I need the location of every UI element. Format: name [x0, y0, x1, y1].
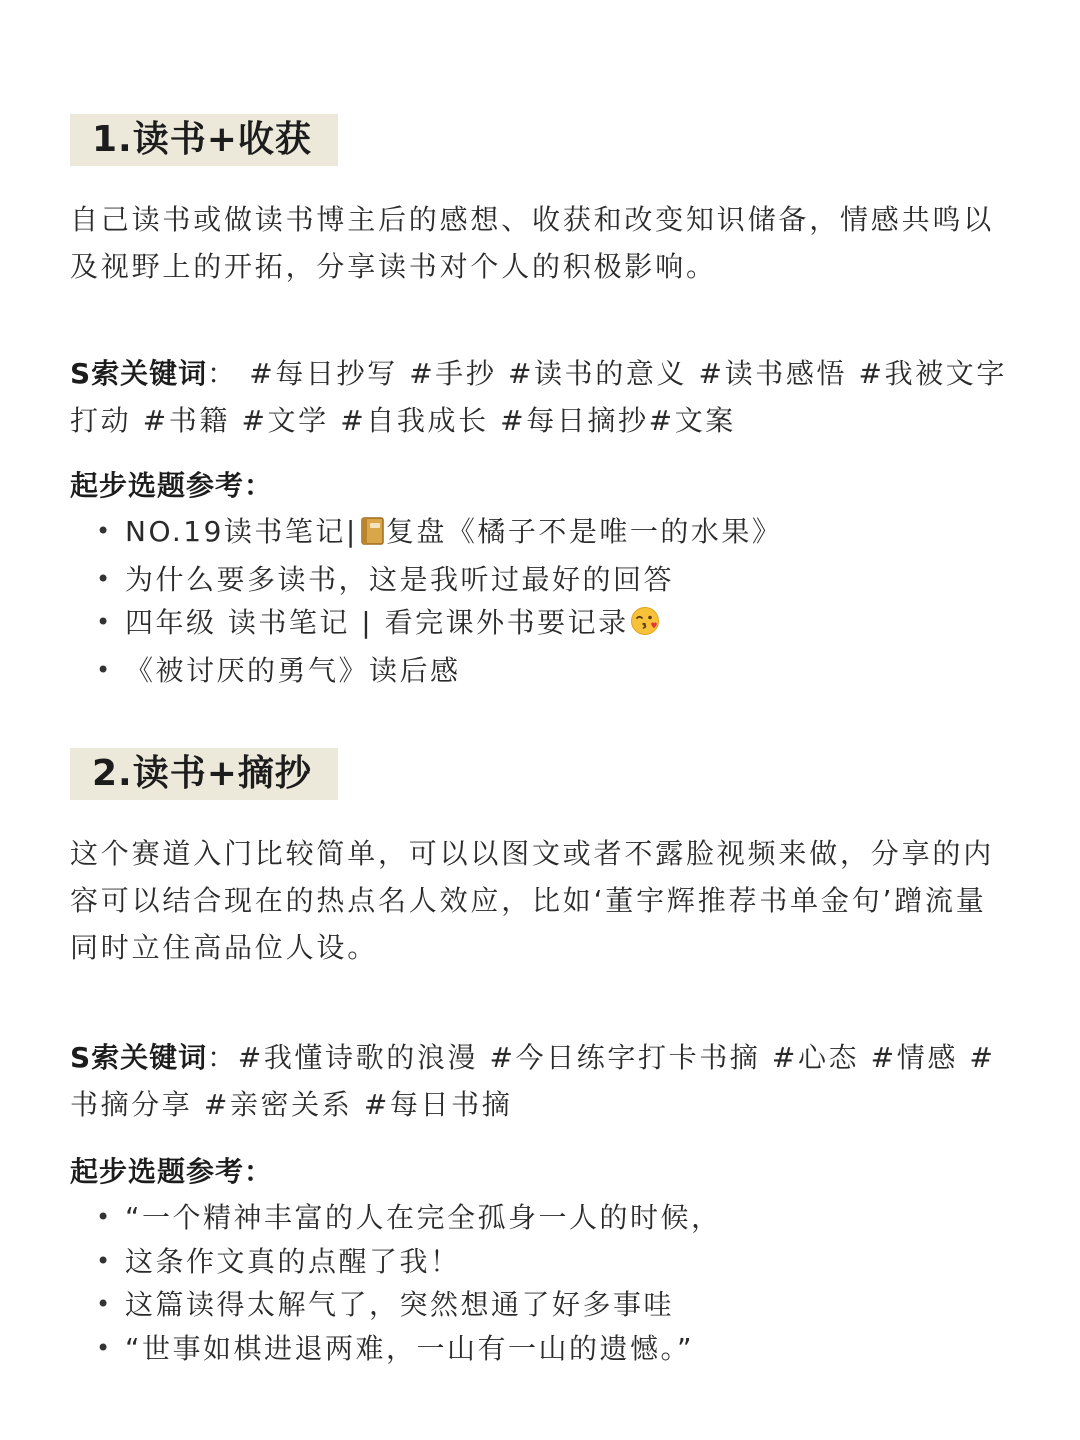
topic-text: 复盘《橘子不是唯一的水果》 [385, 515, 783, 548]
bullet: • [96, 1246, 113, 1275]
list-item [70, 1283, 1015, 1327]
section-reading-excerpts [70, 748, 1015, 1370]
section-intro: 这个赛道入门比较简单，可以以图文或者不露脸视频来做，分享的内容可以结合现在的热点名人效应，比如‘董宇辉推荐书单金句’蹭流量同时立住高品位人设。 [70, 837, 995, 964]
bullet: • [96, 608, 113, 636]
kissing-face-icon [630, 605, 660, 649]
keywords-label: S索关键词 [70, 357, 208, 390]
topic-text: NO.19读书笔记| [125, 515, 358, 548]
list-item [70, 558, 1015, 602]
section-title: 2.读书+摘抄 [70, 748, 338, 800]
topic-list [70, 1196, 1015, 1370]
keywords-label: S索关键词 [70, 1041, 208, 1074]
bullet: • [96, 1333, 113, 1362]
topic-text: 为什么要多读书，这是我听过最好的回答 [125, 562, 675, 596]
topic-text: “一个精神丰富的人在完全孤身一人的时候， [125, 1201, 722, 1234]
section-reading-gains [70, 114, 1015, 692]
search-keywords [70, 1034, 1015, 1128]
section-intro: 自己读书或做读书博主后的感想、收获和改变知识储备，情感共鸣以及视野上的开拓，分享读书对个人的积极影响。 [70, 203, 995, 283]
topics-label: 起步选题参考： [70, 1155, 274, 1188]
bullet: • [96, 1203, 113, 1231]
section-title: 1.读书+收获 [70, 114, 338, 166]
list-item [70, 1240, 1015, 1284]
bullet: • [96, 1290, 113, 1318]
topic-text: 这篇读得太解气了，突然想通了好多事哇 [125, 1288, 675, 1321]
bullet: • [96, 564, 113, 593]
topic-text: 这条作文真的点醒了我！ [125, 1244, 461, 1278]
bullet: • [96, 655, 113, 684]
list-item [70, 601, 1015, 649]
search-keywords [70, 350, 1015, 444]
topics-label: 起步选题参考： [70, 469, 274, 502]
list-item [70, 1327, 1015, 1371]
bullet: • [96, 517, 113, 545]
list-item [70, 510, 1015, 558]
keywords-text: ： #每日抄写 #手抄 #读书的意义 #读书感悟 #我被文字打动 #书籍 #文学 #自我成长 #每日摘抄#文案 [70, 357, 1007, 437]
topic-text: 四年级 读书笔记 | 看完课外书要记录 [125, 606, 629, 639]
list-item [70, 1196, 1015, 1240]
keywords-text: ：#我懂诗歌的浪漫 #今日练字打卡书摘 #心态 #情感 #书摘分享 #亲密关系 #每日书摘 [70, 1041, 996, 1121]
topic-text: “世事如棋进退两难，一山有一山的遗憾。” [125, 1331, 695, 1365]
topic-text: 《被讨厌的勇气》读后感 [125, 653, 461, 687]
notebook-icon [359, 514, 385, 558]
list-item [70, 649, 1015, 693]
topic-list [70, 510, 1015, 692]
